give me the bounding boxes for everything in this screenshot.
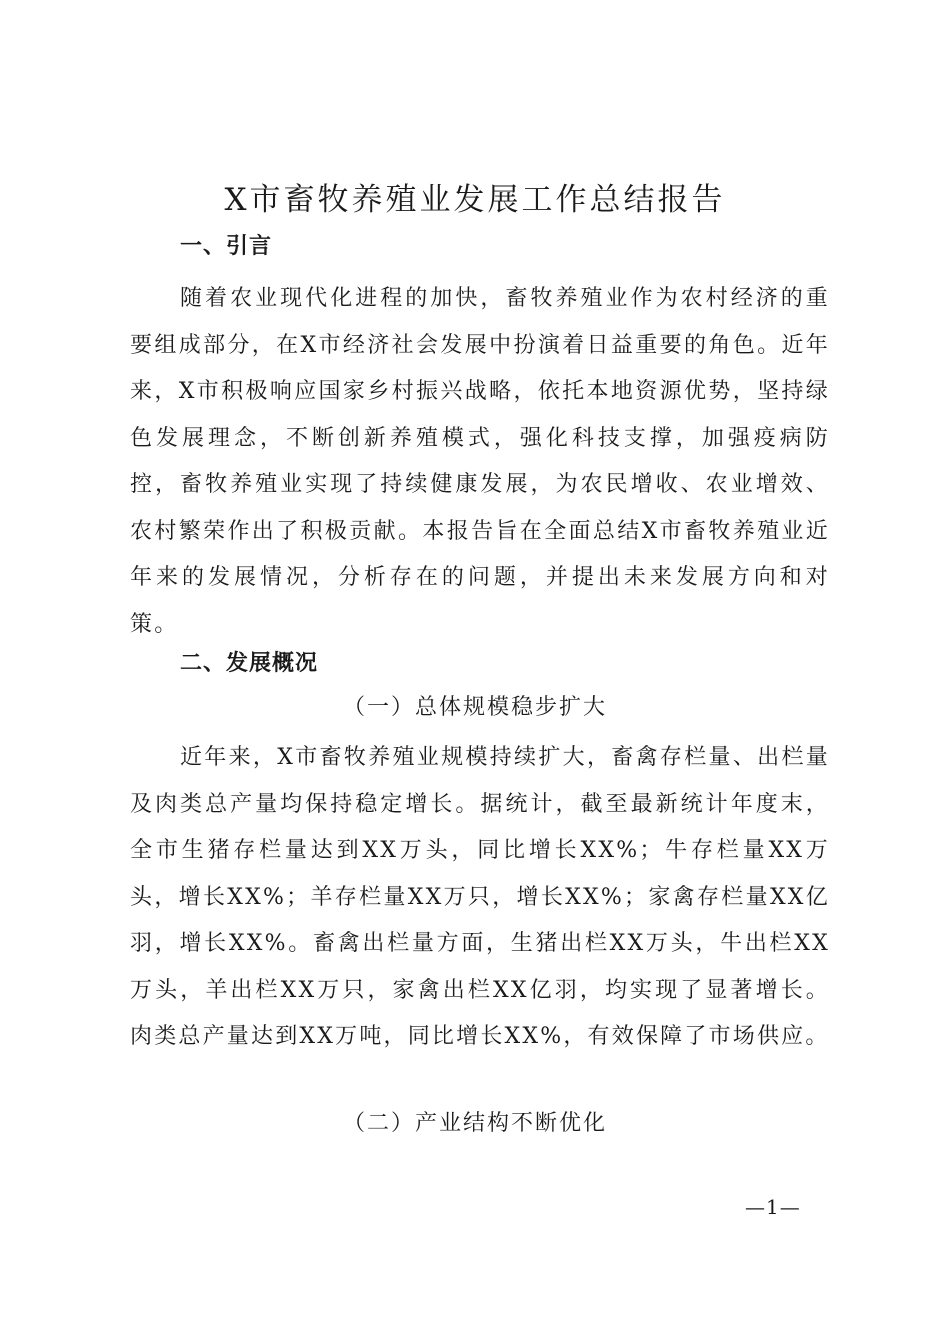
section-heading-overview: 二、发展概况 [180, 651, 319, 676]
introduction-paragraph: 随着农业现代化进程的加快，畜牧养殖业作为农村经济的重要组成部分，在X市经济社会发展中扮演着日益重要的角色。近年来，X市积极响应国家乡村振兴战略，依托本地资源优势，坚持绿色发展理念，不断创新养殖模式，强化科技支撑，加强疫病防控，畜牧养殖业实现了持续健康发展，为农民增收、农业增效、农村繁荣作出了积极贡献。本报告旨在全面总结X市畜牧养殖业近年来的发展情况，分析存在的问题，并提出未来发展方向和对策。 [130, 286, 830, 637]
scale-paragraph: 近年来，X市畜牧养殖业规模持续扩大，畜禽存栏量、出栏量及肉类总产量均保持稳定增长。据统计，截至最新统计年度末，全市生猪存栏量达到XX万头，同比增长XX%；牛存栏量XX万头，增长XX%；羊存栏量XX万只，增长XX%；家禽存栏量XX亿羽，增长XX%。畜禽出栏量方面，生猪出栏XX万头，牛出栏XX万头，羊出栏XX万只，家禽出栏XX亿羽，均实现了显著增长。肉类总产量达到XX万吨，同比增长XX%，有效保障了市场供应。 [130, 745, 830, 1049]
subsection-heading-structure: （二）产业结构不断优化 [342, 1111, 607, 1136]
document-title: X市畜牧养殖业发展工作总结报告 [224, 182, 726, 218]
subsection-heading-scale: （一）总体规模稳步扩大 [342, 695, 607, 720]
section-heading-introduction: 一、引言 [180, 234, 273, 259]
page-number: —1— [745, 1195, 801, 1219]
